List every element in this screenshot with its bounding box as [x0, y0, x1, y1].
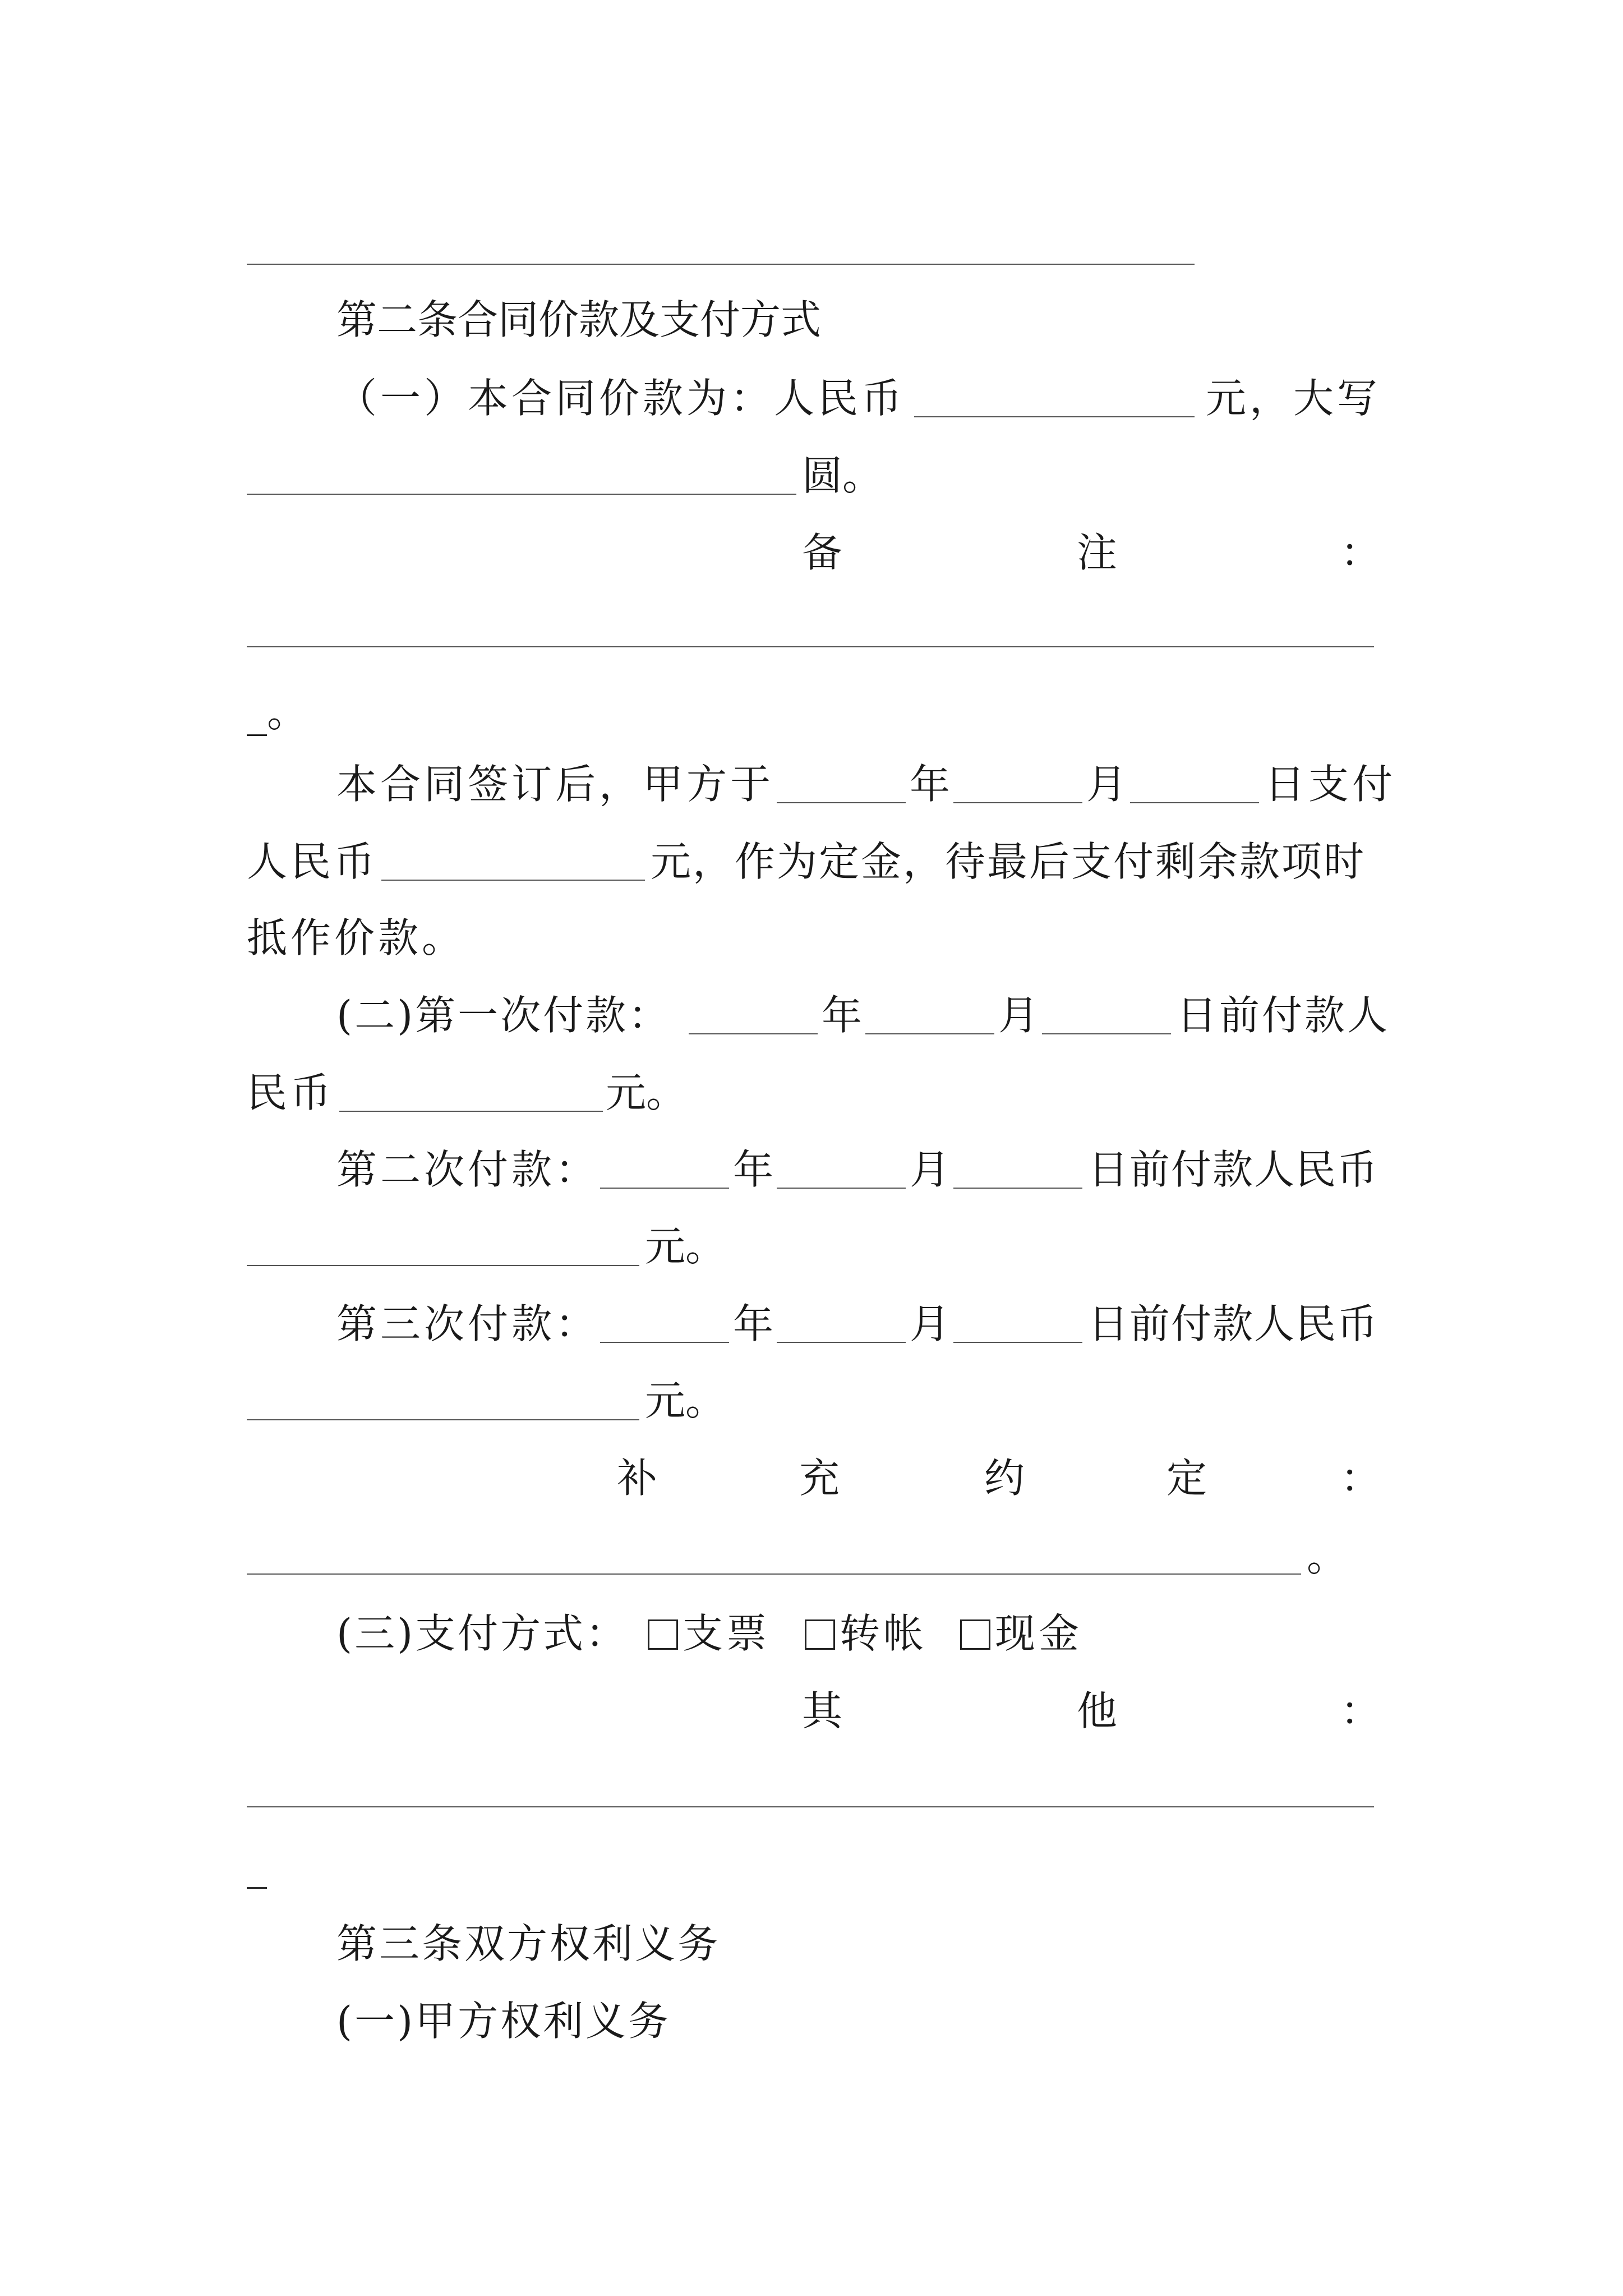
deposit-desc-end: 抵作价款。: [247, 914, 466, 961]
supp-end: 。: [1307, 1533, 1348, 1580]
deposit-label: 本合同签订后，甲方于: [336, 761, 774, 808]
pay2-amount-end: 元。: [645, 1223, 726, 1270]
check-box-icon[interactable]: [805, 1619, 835, 1650]
pay1-label: (二)第一次付款：: [336, 992, 671, 1039]
pay2-year-blank[interactable]: [600, 1188, 729, 1189]
price-uppercase-end: 圆。: [802, 452, 883, 499]
remark-end: _。: [247, 689, 308, 736]
deposit-month-label: 月: [1086, 761, 1127, 808]
method-option-cash-label: 现金: [995, 1610, 1083, 1657]
pay1-amount-blank[interactable]: [339, 1111, 603, 1112]
deposit-year-label: 年: [910, 761, 951, 808]
method-option-check[interactable]: [648, 1607, 770, 1660]
price-label: （一）本合同价款为：人民币: [336, 375, 906, 422]
pay3-year-blank[interactable]: [600, 1342, 729, 1343]
pay3-day-blank[interactable]: [953, 1342, 1082, 1343]
party-a-title: (一)甲方权利义务: [336, 1998, 671, 2045]
pay2-year-label: 年: [733, 1146, 774, 1193]
pay1-year-blank[interactable]: [689, 1033, 818, 1034]
pay3-amount-end: 元。: [645, 1377, 726, 1424]
pay2-month-label: 月: [910, 1146, 951, 1193]
pay3-amount-blank[interactable]: [247, 1419, 639, 1420]
pay3-year-label: 年: [733, 1300, 774, 1347]
pay2-month-blank[interactable]: [777, 1188, 906, 1189]
supp-char-2: 充: [799, 1455, 840, 1502]
supp-char-5: ：: [1340, 1455, 1381, 1502]
pay1-day-blank[interactable]: [1042, 1033, 1171, 1034]
price-uppercase-label: 元，大写: [1206, 375, 1381, 422]
other-char-2: 他: [1077, 1687, 1118, 1734]
pay1-day-label: 日前付款人: [1177, 992, 1390, 1039]
other-char-3: ：: [1340, 1687, 1381, 1734]
deposit-day-label: 日支付: [1265, 761, 1396, 808]
other-blank[interactable]: [247, 1806, 1374, 1807]
pay1-rmb-label: 民币: [247, 1069, 335, 1116]
method-option-cash[interactable]: [960, 1607, 1082, 1660]
deposit-month-blank[interactable]: [953, 802, 1082, 803]
method-option-transfer[interactable]: [805, 1607, 927, 1660]
check-box-icon[interactable]: [648, 1619, 678, 1650]
supp-blank[interactable]: [247, 1573, 1301, 1575]
deposit-desc: 元，作为定金，待最后支付剩余款项时: [651, 838, 1366, 885]
check-box-icon[interactable]: [960, 1619, 990, 1650]
supp-char-3: 约: [984, 1455, 1025, 1502]
article3-title: 第三条双方权利义务: [336, 1920, 721, 1967]
supp-char-4: 定: [1166, 1455, 1207, 1502]
pay1-year-label: 年: [822, 992, 863, 1039]
pay2-day-label: 日前付款人民币: [1088, 1146, 1379, 1193]
deposit-day-blank[interactable]: [1130, 802, 1259, 803]
pay1-month-label: 月: [998, 992, 1039, 1039]
method-label: (三)支付方式：: [336, 1610, 629, 1657]
remark-char-1: 备: [802, 529, 843, 576]
other-end: _: [247, 1842, 267, 1889]
deposit-rmb-label: 人民币: [247, 838, 379, 885]
pay1-amount-end: 元。: [606, 1069, 687, 1116]
pay3-day-label: 日前付款人民币: [1088, 1300, 1379, 1347]
remark-char-2: 注: [1077, 529, 1118, 576]
other-char-1: 其: [802, 1687, 843, 1734]
remark-blank[interactable]: [247, 646, 1374, 647]
top-blank-line: [247, 264, 1195, 265]
pay3-month-blank[interactable]: [777, 1342, 906, 1343]
price-amount-blank[interactable]: [914, 416, 1195, 417]
pay3-label: 第三次付款：: [336, 1300, 600, 1347]
method-option-check-label: 支票: [683, 1610, 771, 1657]
pay1-month-blank[interactable]: [865, 1033, 994, 1034]
supp-char-1: 补: [617, 1455, 658, 1502]
deposit-year-blank[interactable]: [777, 802, 906, 803]
deposit-amount-blank[interactable]: [381, 880, 645, 881]
pay2-day-blank[interactable]: [953, 1188, 1082, 1189]
pay2-amount-blank[interactable]: [247, 1265, 639, 1266]
pay3-month-label: 月: [910, 1300, 951, 1347]
price-uppercase-blank[interactable]: [247, 494, 796, 495]
article2-title: 第二条合同价款及支付方式: [336, 296, 822, 343]
method-option-transfer-label: 转帐: [840, 1610, 928, 1657]
remark-char-3: ：: [1340, 529, 1381, 576]
pay2-label: 第二次付款：: [336, 1146, 600, 1193]
